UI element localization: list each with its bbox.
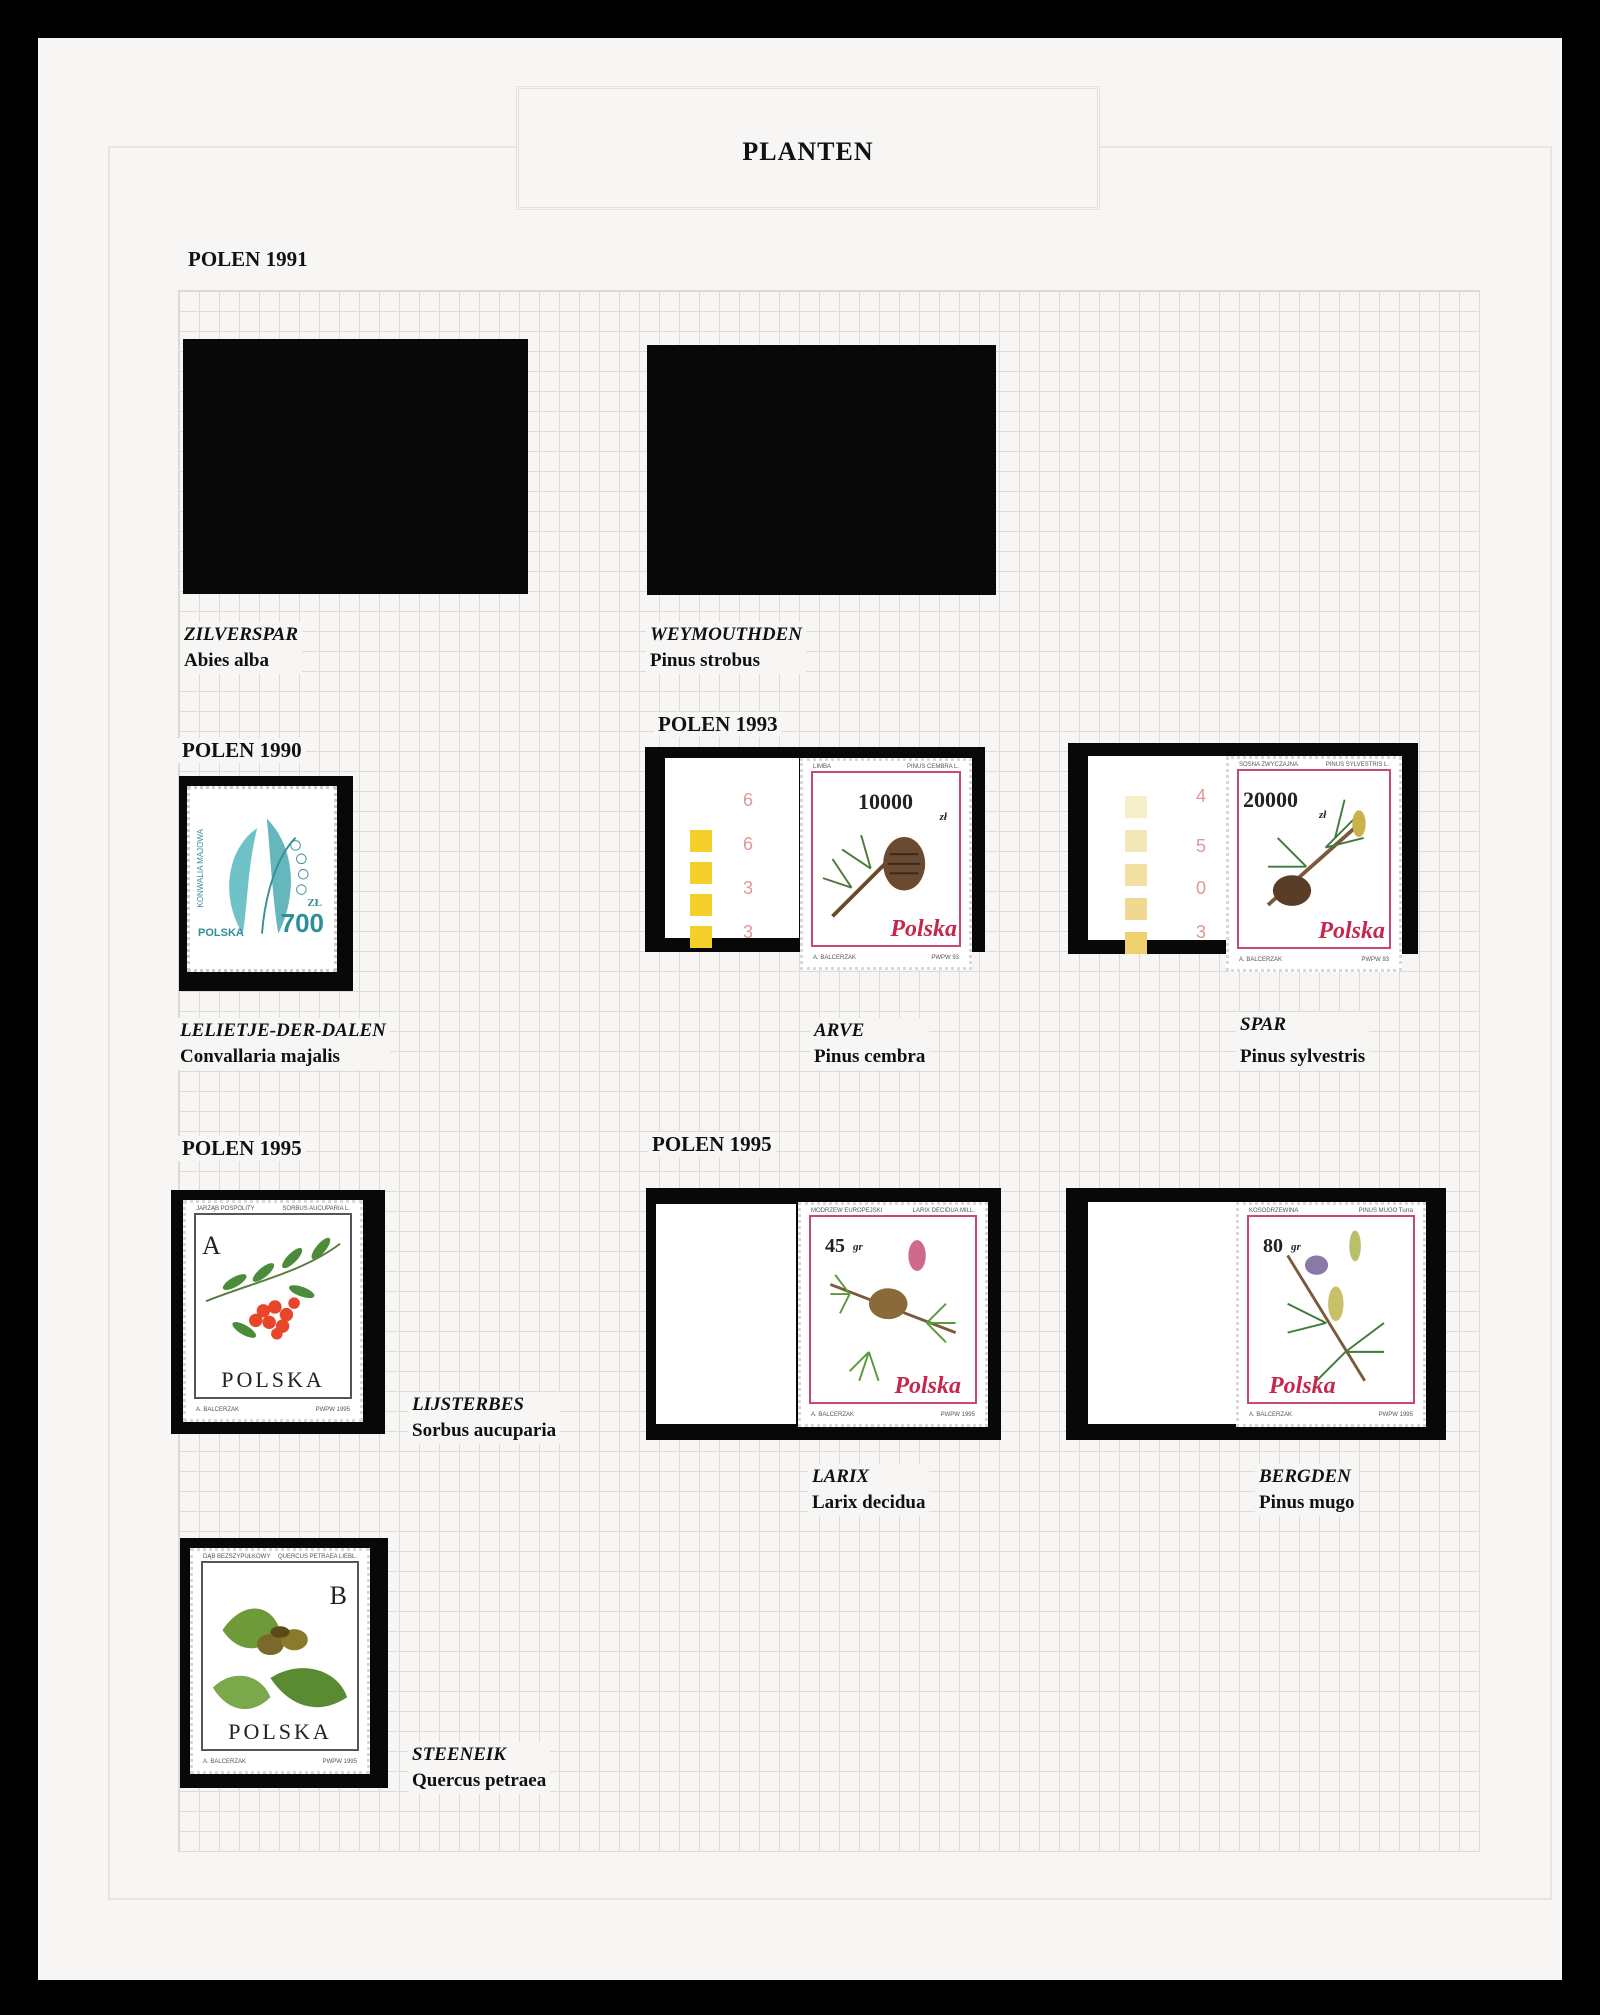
- common-name: ARVE: [814, 1020, 865, 1041]
- caption-zilverspar: [180, 622, 302, 674]
- latin-name: Pinus mugo: [1259, 1492, 1355, 1513]
- title-box: [516, 86, 1100, 210]
- stamp-printer: PWPW 93: [1361, 957, 1389, 963]
- sheet-margin: [665, 758, 799, 938]
- stamp-printer: PWPW 93: [931, 955, 959, 961]
- stamp-arve: [800, 758, 972, 970]
- caption-steeneik: [408, 1742, 550, 1794]
- stamp-currency: zł: [1319, 809, 1327, 821]
- stamp-lelietje: [187, 786, 337, 972]
- stamp-value: 80: [1263, 1235, 1283, 1257]
- caption-larix: [808, 1464, 929, 1516]
- stamp-larix: [798, 1202, 988, 1427]
- stamp-country: Polska: [894, 1373, 961, 1399]
- color-box: [1125, 830, 1147, 852]
- color-box: [690, 926, 712, 948]
- color-box: [690, 830, 712, 852]
- control-number: 4: [1196, 786, 1207, 806]
- empty-mount-weymouthden: [647, 345, 996, 595]
- caption-spar: [1236, 1012, 1369, 1070]
- sheet-margin: [656, 1204, 796, 1424]
- empty-mount-zilverspar: [183, 339, 528, 594]
- control-number: 3: [743, 922, 754, 942]
- common-name: LIJSTERBES: [412, 1394, 524, 1415]
- section-polen-1993: POLEN 1993: [654, 712, 782, 737]
- stamp-country: POLSKA: [221, 1367, 325, 1392]
- caption-arve: [810, 1018, 929, 1070]
- stamp-designer: A. BALCERZAK: [203, 1759, 247, 1765]
- stamp-bergden: [1236, 1202, 1426, 1427]
- latin-name: Quercus petraea: [412, 1770, 547, 1791]
- color-box: [1125, 796, 1147, 818]
- latin-name: Pinus sylvestris: [1240, 1046, 1366, 1067]
- stamp-top-right: PINUS MUGO Turra: [1358, 1208, 1413, 1214]
- common-name: LELIETJE-DER-DALEN: [180, 1020, 386, 1041]
- caption-weymouthden: [646, 622, 806, 674]
- stamp-country: Polska: [890, 916, 957, 942]
- stamp-value: 10000: [858, 789, 913, 814]
- section-polen-1991: POLEN 1991: [184, 247, 312, 272]
- stamp-value: 700: [280, 908, 324, 938]
- stamp-designer: A. BALCERZAK: [1239, 957, 1283, 963]
- color-box: [690, 894, 712, 916]
- stamp-lijsterbes: [183, 1200, 363, 1422]
- latin-name: Pinus strobus: [650, 650, 761, 671]
- stamp-letter: A: [202, 1231, 221, 1260]
- caption-lijsterbes: [408, 1392, 560, 1444]
- stamp-top-left: LIMBA: [813, 764, 832, 770]
- stamp-letter: B: [329, 1581, 347, 1610]
- control-number: 5: [1196, 836, 1207, 856]
- common-name: WEYMOUTHDEN: [650, 624, 803, 645]
- stamp-country: POLSKA: [228, 1719, 332, 1744]
- control-number: 3: [1196, 922, 1207, 942]
- stamp-currency: gr: [853, 1241, 863, 1253]
- color-box: [1125, 864, 1147, 886]
- stamp-top-left: SOSNA ZWYCZAJNA: [1239, 762, 1299, 768]
- stamp-plant-name: KONWALIA MAJOWA: [196, 829, 205, 908]
- common-name: SPAR: [1240, 1014, 1287, 1035]
- stamp-top-left: DĄB BEZSZYPUŁKOWY: [203, 1554, 271, 1560]
- latin-name: Convallaria majalis: [180, 1046, 340, 1067]
- latin-name: Pinus cembra: [814, 1046, 926, 1067]
- section-polen-1995-left: POLEN 1995: [178, 1136, 306, 1161]
- common-name: LARIX: [812, 1466, 870, 1487]
- stamp-country: Polska: [1269, 1373, 1336, 1399]
- stamp-steeneik: [190, 1548, 370, 1774]
- sheet-margin: [1088, 756, 1228, 940]
- common-name: BERGDEN: [1259, 1466, 1351, 1487]
- sheet-margin: [1088, 1202, 1236, 1424]
- stamp-spar: [1226, 756, 1402, 972]
- stamp-currency: gr: [1291, 1241, 1301, 1253]
- stamp-printer: PWPW 1995: [322, 1759, 357, 1765]
- lily-illustration: [190, 789, 334, 969]
- stamp-printer: PWPW 1995: [1378, 1412, 1413, 1418]
- stamp-designer: A. BALCERZAK: [813, 955, 857, 961]
- stamp-value: 20000: [1243, 787, 1298, 812]
- stamp-top-left: MODRZEW EUROPEJSKI: [811, 1208, 883, 1214]
- caption-bergden: [1255, 1464, 1359, 1516]
- section-polen-1990: POLEN 1990: [178, 738, 306, 763]
- stamp-top-right: QUERCUS PETRAEA LIEBL.: [277, 1554, 357, 1560]
- stamp-designer: A. BALCERZAK: [811, 1412, 855, 1418]
- stamp-currency: ZŁ: [307, 897, 322, 909]
- stamp-designer: A. BALCERZAK: [196, 1407, 240, 1413]
- control-number: 3: [743, 878, 754, 898]
- control-number: 6: [743, 790, 754, 810]
- latin-name: Sorbus aucuparia: [412, 1420, 557, 1441]
- stamp-printer: PWPW 1995: [315, 1407, 350, 1413]
- page-title: PLANTEN: [742, 137, 874, 166]
- color-box: [1125, 932, 1147, 954]
- stamp-designer: A. BALCERZAK: [1249, 1412, 1293, 1418]
- common-name: ZILVERSPAR: [184, 624, 299, 645]
- stamp-currency: zł: [939, 811, 947, 823]
- stamp-printer: PWPW 1995: [940, 1412, 975, 1418]
- stamp-country: Polska: [1318, 918, 1385, 944]
- stamp-top-right: PINUS SYLVESTRIS L.: [1325, 762, 1389, 768]
- color-box: [1125, 898, 1147, 920]
- stamp-top-right: SORBUS AUCUPARIA L.: [282, 1206, 350, 1212]
- control-number: 0: [1196, 878, 1207, 898]
- section-polen-1995-right: POLEN 1995: [648, 1132, 776, 1157]
- control-number: 6: [743, 834, 754, 854]
- stamp-top-left: KOSODRZEWINA: [1249, 1208, 1299, 1214]
- stamp-value: 45: [825, 1235, 845, 1257]
- stamp-top-right: PINUS CEMBRA L.: [906, 764, 959, 770]
- stamp-country: POLSKA: [198, 927, 244, 939]
- stamp-top-left: JARZĄB POSPOLITY: [196, 1206, 255, 1212]
- color-box: [690, 862, 712, 884]
- latin-name: Larix decidua: [812, 1492, 926, 1513]
- latin-name: Abies alba: [184, 650, 269, 671]
- stamp-top-right: LARIX DECIDUA MILL.: [912, 1208, 975, 1214]
- caption-lelietje: [176, 1018, 390, 1070]
- common-name: STEENEIK: [412, 1744, 506, 1765]
